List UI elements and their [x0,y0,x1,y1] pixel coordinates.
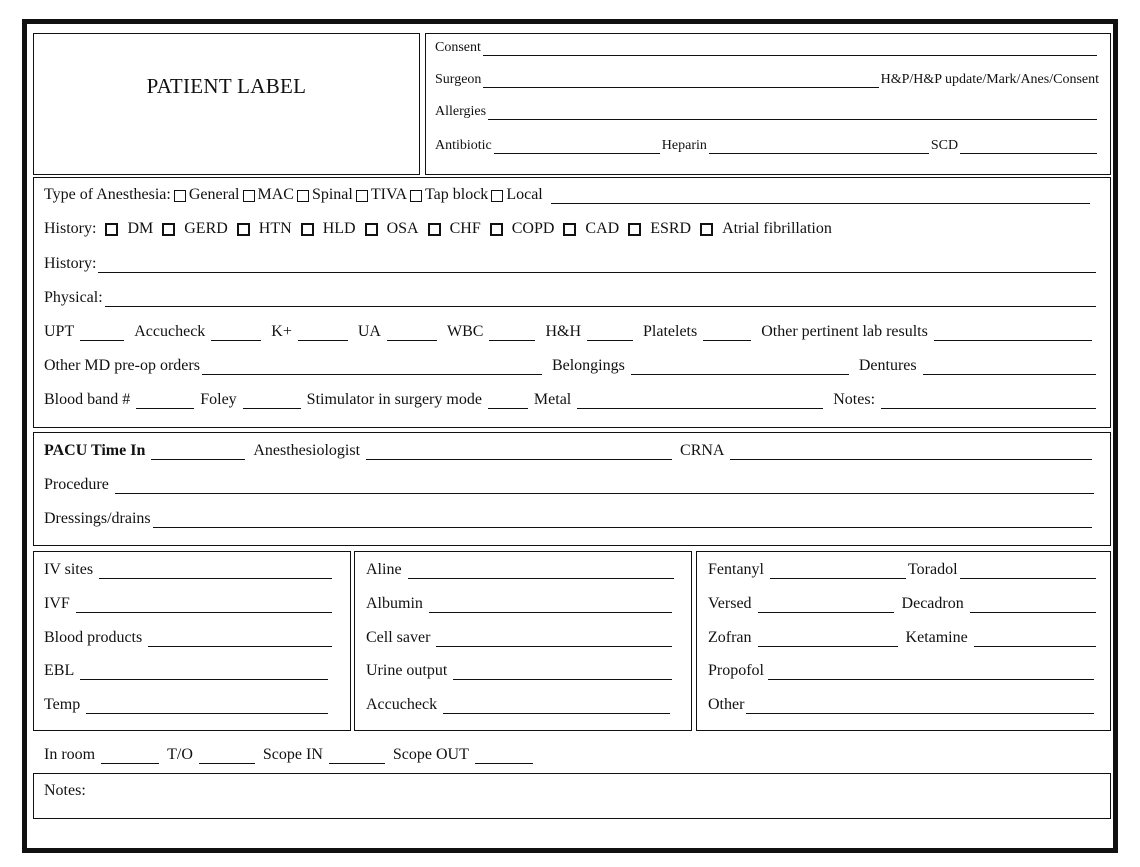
allergies-label: Allergies [435,104,487,119]
anesthesia-label: Type of Anesthesia: [44,186,171,203]
propofol-field[interactable] [768,664,1094,680]
belongings-field[interactable] [631,359,849,375]
versed-label: Versed [708,595,752,612]
accucheck-field[interactable] [211,325,261,341]
accucheck-intraop-label: Accucheck [366,696,438,713]
temp-field[interactable] [86,698,328,714]
other-labs-field[interactable] [934,325,1092,341]
in-room-field[interactable] [101,748,159,764]
afib-checkbox[interactable] [700,223,713,236]
dressings-row [44,510,1094,528]
consent-field[interactable] [483,40,1097,56]
general-checkbox[interactable] [174,190,186,202]
general-label: General [188,186,240,203]
allergies-row [435,104,1099,120]
zofran-row [708,629,1098,647]
other-labs-label: Other pertinent lab results [761,323,928,340]
heparin-label: Heparin [661,138,707,153]
dm-checkbox[interactable] [105,223,118,236]
history-text-label: History: [44,255,97,272]
upt-label: UPT [44,323,75,340]
tap-block-label: Tap block [425,186,489,203]
osa-label: OSA [386,220,419,237]
cell-saver-field[interactable] [436,631,672,647]
ebl-label: EBL [44,662,75,679]
decadron-field[interactable] [970,597,1096,613]
crna-field[interactable] [730,444,1092,460]
esrd-label: ESRD [650,220,692,237]
htn-checkbox[interactable] [237,223,250,236]
local-field[interactable] [551,188,1090,204]
ua-field[interactable] [387,325,437,341]
tap-block-checkbox[interactable] [410,190,422,202]
blood-products-row [44,629,334,647]
in-room-label: In room [44,746,96,763]
labs-row [44,323,1094,341]
scd-label: SCD [930,138,959,153]
dentures-field[interactable] [923,359,1096,375]
history-text-field[interactable] [98,257,1096,273]
procedure-label: Procedure [44,476,109,493]
pacu-time-in-field[interactable] [151,444,245,460]
stimulator-field[interactable] [488,393,528,409]
metal-field[interactable] [577,393,823,409]
surgeon-field[interactable] [483,72,878,88]
blood-band-row [44,391,1098,409]
zofran-field[interactable] [758,631,898,647]
scope-in-label: Scope IN [262,746,323,763]
chf-label: CHF [449,220,481,237]
copd-label: COPD [511,220,555,237]
surgeon-row [435,72,1099,88]
surgeon-label: Surgeon [435,72,482,87]
local-label: Local [506,186,543,203]
spinal-label: Spinal [311,186,353,203]
blood-products-label: Blood products [44,629,143,646]
hld-checkbox[interactable] [301,223,314,236]
ketamine-label: Ketamine [905,629,968,646]
dm-label: DM [127,220,154,237]
wbc-field[interactable] [489,325,535,341]
afib-label: Atrial fibrillation [722,220,832,237]
consent-label: Consent [435,40,481,55]
spinal-checkbox[interactable] [297,190,309,202]
scope-in-field[interactable] [329,748,385,764]
blood-band-field[interactable] [136,393,194,409]
other-md-orders-label: Other MD pre-op orders [44,357,200,374]
cad-label: CAD [585,220,620,237]
orders-row [44,357,1098,375]
other-meds-label: Other [708,696,745,713]
mac-label: MAC [257,186,294,203]
anesthesia-row [44,186,1092,204]
blood-products-field[interactable] [148,631,332,647]
scope-out-field[interactable] [475,748,533,764]
zofran-label: Zofran [708,629,752,646]
fentanyl-row [708,561,1098,579]
preop-notes-label: Notes: [833,391,876,408]
urine-output-field[interactable] [453,664,672,680]
gerd-label: GERD [184,220,228,237]
fentanyl-label: Fentanyl [708,561,764,578]
antibiotic-field[interactable] [494,138,660,154]
patient-label-title: PATIENT LABEL [146,74,307,98]
ketamine-field[interactable] [974,631,1096,647]
cad-checkbox[interactable] [563,223,576,236]
procedure-row [44,476,1096,494]
anesthesiologist-label: Anesthesiologist [253,442,361,459]
dressings-field[interactable] [153,512,1092,528]
other-md-orders-field[interactable] [202,359,542,375]
antibiotic-label: Antibiotic [435,138,492,153]
aline-label: Aline [366,561,402,578]
iv-sites-row [44,561,334,579]
temp-row [44,696,330,714]
notes-box[interactable] [33,773,1111,819]
temp-label: Temp [44,696,81,713]
belongings-label: Belongings [551,357,625,374]
dentures-label: Dentures [858,357,917,374]
ivf-row [44,595,334,613]
hh-field[interactable] [587,325,633,341]
albumin-field[interactable] [429,597,672,613]
ebl-field[interactable] [80,664,328,680]
propofol-label: Propofol [708,662,764,679]
antibiotic-row [435,138,1099,154]
scd-field[interactable] [960,138,1097,154]
albumin-row [366,595,674,613]
aline-field[interactable] [408,563,674,579]
decadron-label: Decadron [901,595,964,612]
crna-label: CRNA [680,442,725,459]
preop-notes-field[interactable] [881,393,1096,409]
potassium-label: K+ [271,323,292,340]
urine-output-label: Urine output [366,662,448,679]
history-checks-label: History: [44,220,97,237]
accucheck-intraop-row [366,696,672,714]
cell-saver-row [366,629,674,647]
htn-label: HTN [258,220,292,237]
ebl-row [44,662,330,680]
fentanyl-field[interactable] [770,563,906,579]
stimulator-label: Stimulator in surgery mode [306,391,482,408]
other-meds-field[interactable] [746,698,1094,714]
iv-sites-field[interactable] [99,563,332,579]
physical-row [44,289,1098,307]
accucheck-label: Accucheck [134,323,206,340]
to-field[interactable] [199,748,255,764]
pacu-time-in-label: PACU Time In [44,442,146,459]
versed-row [708,595,1098,613]
ivf-label: IVF [44,595,70,612]
patient-label-box [33,33,420,175]
procedure-field[interactable] [115,478,1094,494]
pacu-row [44,442,1094,460]
toradol-field[interactable] [960,563,1096,579]
history-checks-row [44,220,1092,238]
consent-row [435,40,1099,56]
physical-field[interactable] [105,291,1096,307]
versed-field[interactable] [758,597,894,613]
hld-label: HLD [322,220,356,237]
heparin-field[interactable] [709,138,929,154]
iv-sites-label: IV sites [44,561,94,578]
aline-row [366,561,676,579]
blood-band-label: Blood band # [44,391,131,408]
tiva-label: TIVA [370,186,407,203]
local-checkbox[interactable] [491,190,503,202]
cell-saver-label: Cell saver [366,629,431,646]
accucheck-intraop-field[interactable] [443,698,670,714]
albumin-label: Albumin [366,595,423,612]
propofol-row [708,662,1096,680]
anesthesiologist-field[interactable] [366,444,672,460]
wbc-label: WBC [446,323,484,340]
hh-label: H&H [545,323,581,340]
metal-label: Metal [533,391,572,408]
history-text-row [44,255,1098,273]
platelets-label: Platelets [643,323,698,340]
ivf-field[interactable] [76,597,332,613]
tiva-checkbox[interactable] [356,190,368,202]
platelets-field[interactable] [703,325,751,341]
mac-checkbox[interactable] [243,190,255,202]
physical-label: Physical: [44,289,103,306]
ua-label: UA [357,323,381,340]
notes-label: Notes: [44,782,86,799]
upt-field[interactable] [80,325,124,341]
potassium-field[interactable] [298,325,348,341]
times-row [44,746,644,764]
surgeon-checklist-note: H&P/H&P update/Mark/Anes/Consent [880,72,1099,87]
scope-out-label: Scope OUT [392,746,469,763]
allergies-field[interactable] [488,104,1097,120]
urine-output-row [366,662,674,680]
foley-field[interactable] [243,393,301,409]
other-meds-row [708,696,1096,714]
osa-checkbox[interactable] [365,223,378,236]
dressings-label: Dressings/drains [44,510,151,527]
chf-checkbox[interactable] [428,223,441,236]
to-label: T/O [167,746,193,763]
gerd-checkbox[interactable] [162,223,175,236]
toradol-label: Toradol [908,561,958,578]
esrd-checkbox[interactable] [628,223,641,236]
foley-label: Foley [200,391,237,408]
copd-checkbox[interactable] [490,223,503,236]
